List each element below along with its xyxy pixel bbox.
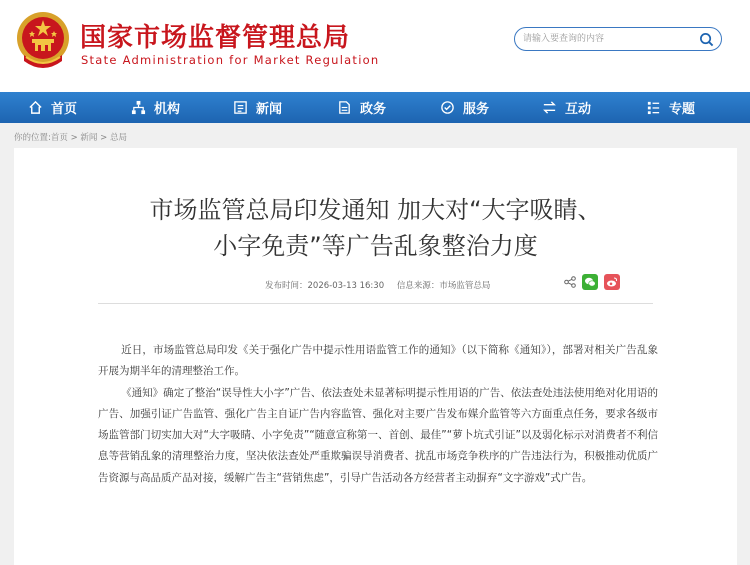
breadcrumb-separator: > (100, 133, 108, 143)
nav-label: 互动 (565, 102, 592, 117)
article-title-line: 小字免责”等广告乱象整治力度 (213, 232, 538, 260)
breadcrumb-item[interactable]: 总局 (109, 133, 127, 143)
interact-icon (542, 100, 557, 115)
wechat-share-button[interactable] (582, 274, 598, 290)
nav-item-service[interactable] (440, 92, 489, 123)
article-title-line: 市场监管总局印发通知 加大对“大字吸睛、 (149, 196, 602, 224)
article-meta (265, 279, 500, 291)
title-divider (98, 303, 653, 304)
org-icon (131, 100, 146, 115)
nav-item-home[interactable] (28, 92, 77, 123)
nav-item-interact[interactable] (542, 92, 591, 123)
breadcrumb (14, 131, 127, 143)
site-header (0, 0, 750, 92)
article-title (14, 192, 737, 264)
gov-affairs-icon (337, 100, 352, 115)
main-nav (0, 92, 750, 123)
topics-icon (646, 100, 661, 115)
nav-item-org[interactable] (131, 92, 180, 123)
nav-label: 政务 (360, 102, 387, 117)
article-paragraph: 近日，市场监管总局印发《关于强化广告中提示性用语监管工作的通知》（以下简称《通知》），部署对相关广告乱象开展为期半年的清理整治工作。 (98, 344, 658, 378)
nav-item-topics[interactable] (646, 92, 695, 123)
info-source: 信息来源：市场监管总局 (396, 281, 491, 291)
site-subtitle: State Administration for Market Regulation (81, 53, 380, 67)
nav-label: 首页 (51, 102, 78, 117)
national-emblem-icon[interactable] (16, 11, 70, 69)
site-title[interactable]: 国家市场监督管理总局 (80, 23, 351, 53)
share-bar (564, 273, 620, 291)
article-container (14, 148, 737, 565)
news-icon (233, 100, 248, 115)
breadcrumb-item[interactable]: 新闻 (80, 133, 98, 143)
breadcrumb-separator: > (70, 133, 78, 143)
article-paragraph: 《通知》确定了整治“误导性大小字”广告、依法查处未显著标明提示性用语的广告、依法查处违法使用绝对化用语的广告、加强引证广告监管、强化广告主自证广告内容监管、强化对主要广告发布媒介监管等六方面重点任务，要求各级市场监管部门切实加大对“大字吸睛、小字免责”“随意宣称第一、首创、最佳”“萝卜坑式引证”以及弱化标示对消费者不利信息等营销乱象的清理整治力度，坚决依法查处严重欺骗误导消费者、扰乱市场竞争秩序的广告违法行为，积极推动优质广告资源与高品质产品对接，缓解广告主“营销焦虑”，引导广告活动各方经营者主动摒弃“文字游戏”式广告。 (98, 386, 658, 484)
search-input[interactable] (523, 31, 693, 47)
weibo-share-button[interactable] (604, 274, 620, 290)
article-body (98, 340, 658, 489)
nav-item-gov-affairs[interactable] (337, 92, 386, 123)
nav-label: 机构 (154, 102, 181, 117)
publish-time: 发布时间：2026-03-13 16:30 (265, 281, 385, 291)
weibo-icon (606, 276, 618, 288)
home-icon (28, 100, 43, 115)
breadcrumb-prefix: 你的位置: (14, 133, 51, 143)
wechat-icon (584, 276, 596, 288)
search-box (514, 27, 722, 51)
search-icon[interactable] (699, 32, 714, 47)
nav-item-news[interactable] (233, 92, 282, 123)
breadcrumb-item[interactable]: 首页 (50, 133, 68, 143)
nav-label: 服务 (463, 102, 490, 117)
nav-label: 新闻 (256, 102, 283, 117)
share-icon[interactable] (564, 276, 576, 288)
service-icon (440, 100, 455, 115)
nav-label: 专题 (669, 102, 696, 117)
